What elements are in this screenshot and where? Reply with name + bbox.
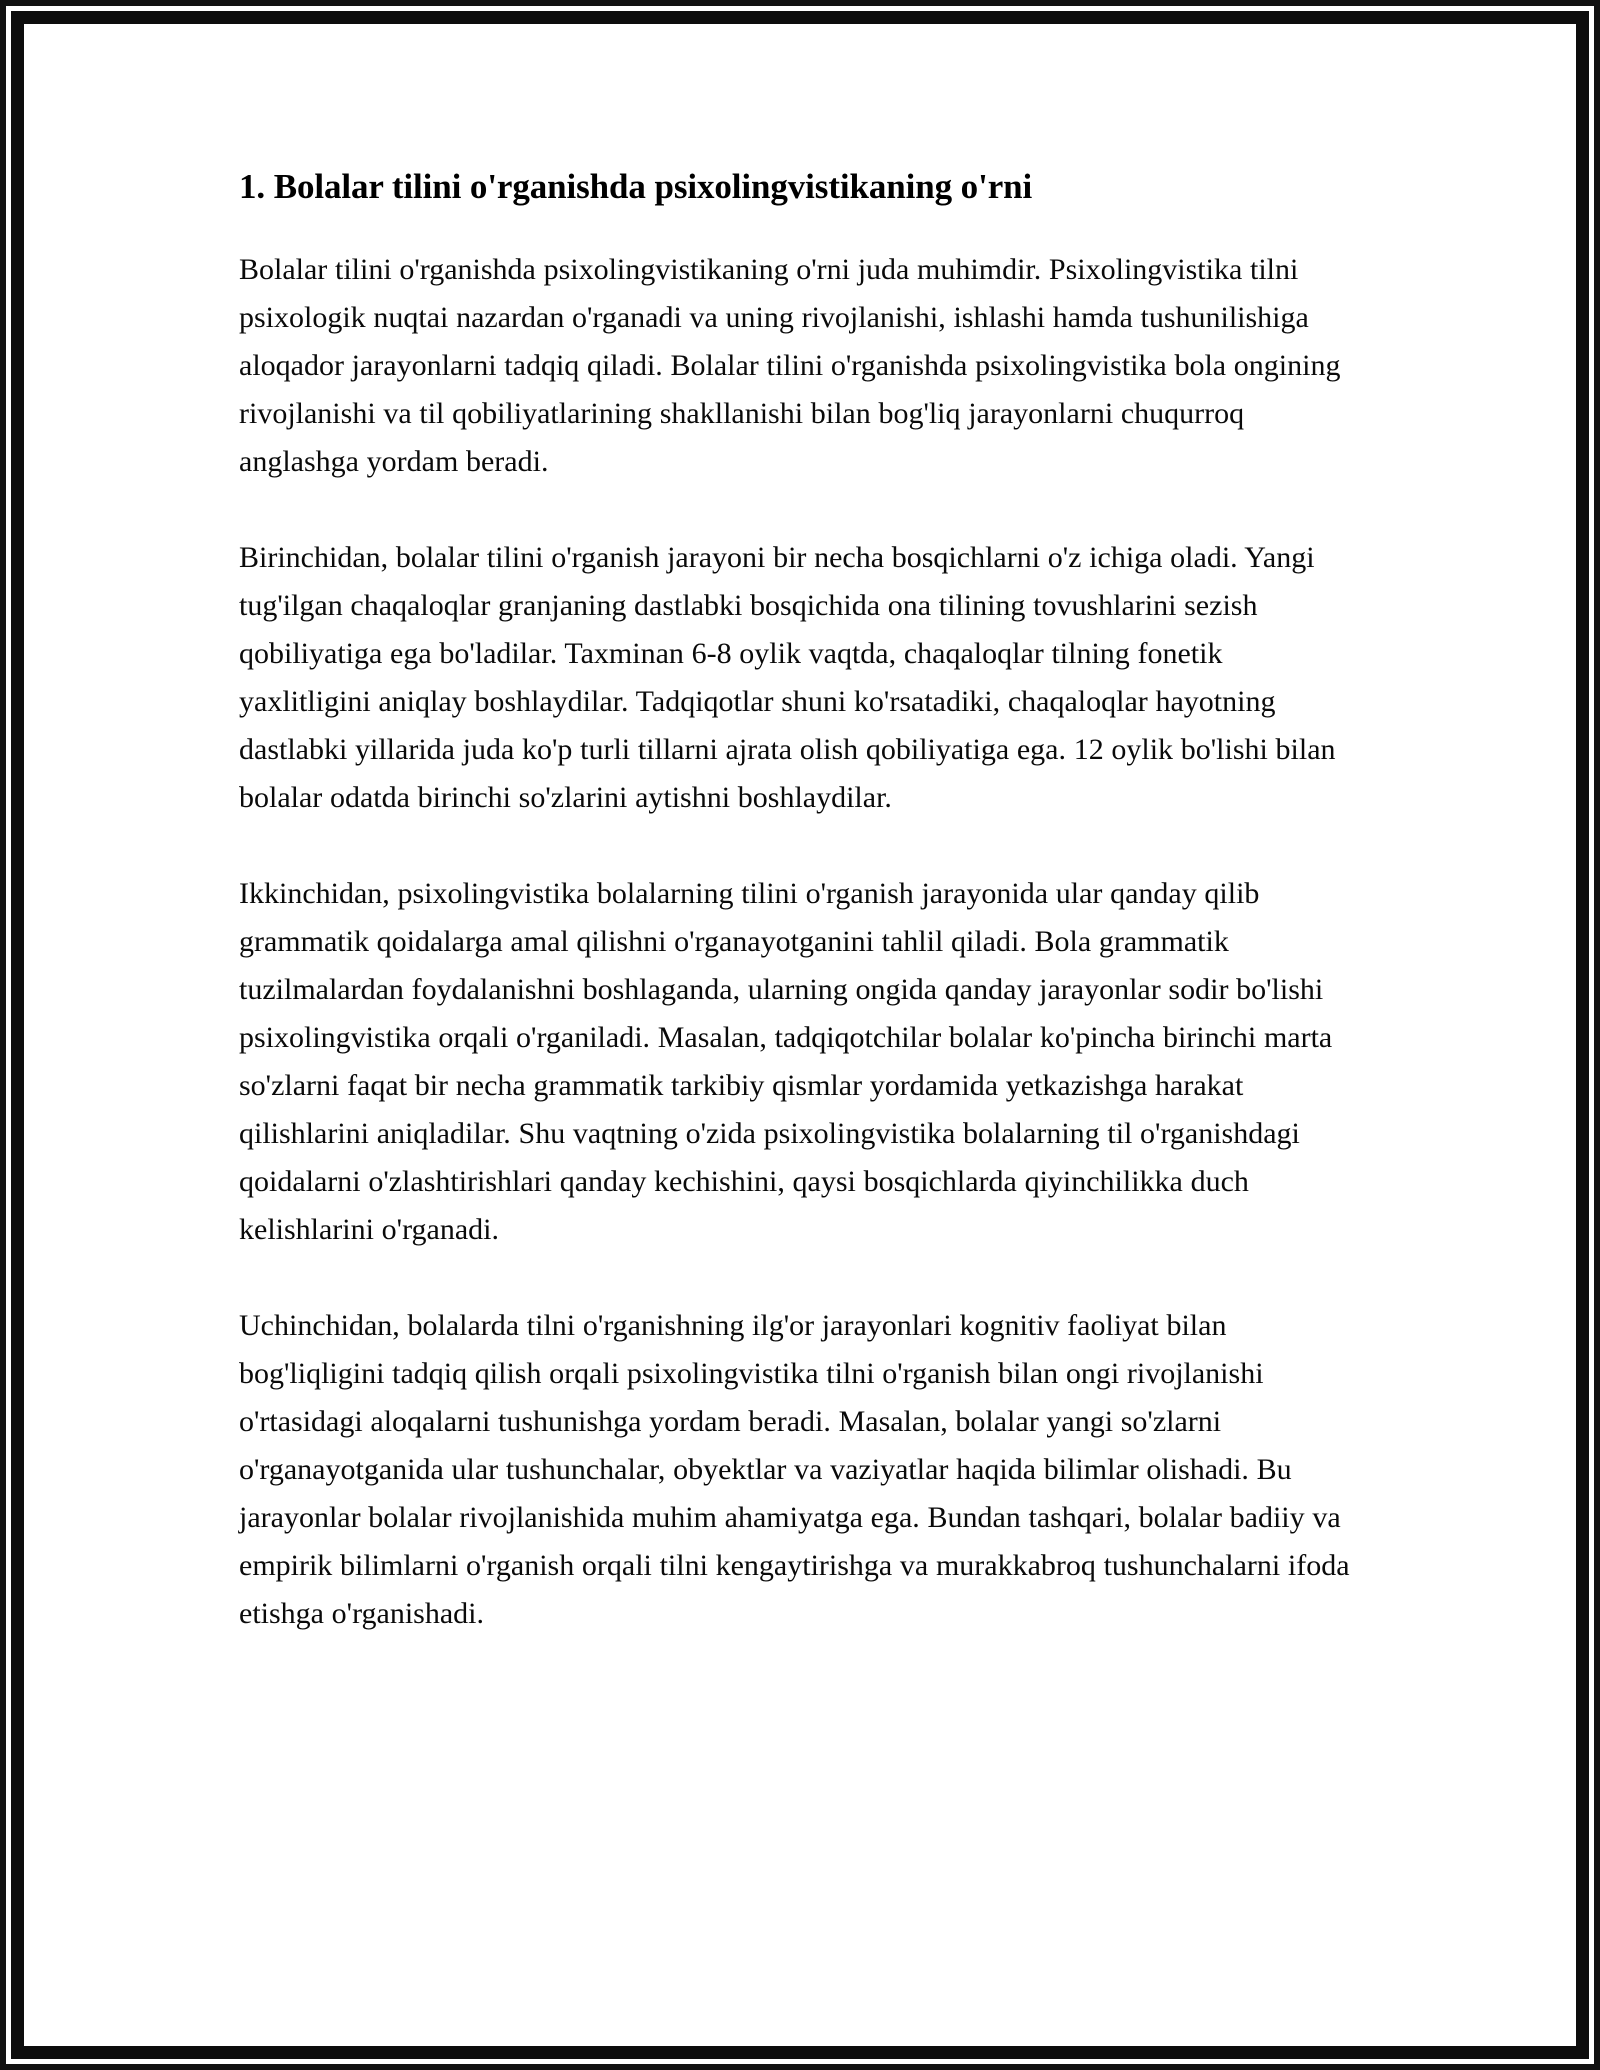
document-frame-inner: [11, 11, 1589, 2059]
document-page: [24, 24, 1576, 2046]
document-body: [24, 24, 1576, 2046]
paragraph-uchinchidan: Uchinchidan, bolalarda tilni o'rganishning ilg'or jarayonlari kognitiv faoliyat bilan bog'liqligini tadqiq qilish orqali psixolingvistika tilni o'rganish bilan ongi rivojlanishi o'rtasidagi aloqalarni tushunishga yordam beradi. Masalan, bolalar yangi so'zlarni o'rganayotganida ular tushunchalar, obyektlar va vaziyatlar haqida bilimlar olishadi. Bu jarayonlar bolalar rivojlanishida muhim ahamiyatga ega. Bundan tashqari, bolalar badiiy va empirik bilimlarni o'rganish orqali tilni kengaytirishga va murakkabroq tushunchalarni ifoda etishga o'rganishadi.: [239, 1309, 1350, 1630]
paragraph-intro: Bolalar tilini o'rganishda psixolingvistikaning o'rni juda muhimdir. Psixolingvistika tilni psixologik nuqtai nazardan o'rganadi va uning rivojlanishi, ishlashi hamda tushunilishiga aloqador jarayonlarni tadqiq qiladi. Bolalar tilini o'rganishda psixolingvistika bola ongining rivojlanishi va til qobiliyatlarining shakllanishi bilan bog'liq jarayonlarni chuqurroq anglashga yordam beradi.: [239, 253, 1341, 478]
page-title: 1. Bolalar tilini o'rganishda psixolingvistikaning o'rni: [239, 167, 1033, 206]
paragraph-ikkinchidan: Ikkinchidan, psixolingvistika bolalarning tilini o'rganish jarayonida ular qanday qilib grammatik qoidalarga amal qilishni o'rganayotganini tahlil qiladi. Bola grammatik tuzilmalardan foydalanishni boshlaganda, ularning ongida qanday jarayonlar sodir bo'lishi psixolingvistika orqali o'rganiladi. Masalan, tadqiqotchilar bolalar ko'pincha birinchi marta so'zlarni faqat bir necha grammatik tarkibiy qismlar yordamida yetkazishga harakat qilishlarini aniqladilar. Shu vaqtning o'zida psixolingvistika bolalarning til o'rganishdagi qoidalarni o'zlashtirishlari qanday kechishini, qaysi bosqichlarda qiyinchilikka duch kelishlarini o'rganadi.: [239, 877, 1333, 1246]
document-frame-gap: [6, 6, 1594, 2064]
paragraph-birinchidan: Birinchidan, bolalar tilini o'rganish jarayoni bir necha bosqichlarni o'z ichiga oladi. Yangi tug'ilgan chaqaloqlar granjaning dastlabki bosqichida ona tilining tovushlarini sezish qobiliyatiga ega bo'ladilar. Taxminan 6-8 oylik vaqtda, chaqaloqlar tilning fonetik yaxlitligini aniqlay boshlaydilar. Tadqiqotlar shuni ko'rsatadiki, chaqaloqlar hayotning dastlabki yillarida juda ko'p turli tillarni ajrata olish qobiliyatiga ega. 12 oylik bo'lishi bilan bolalar odatda birinchi so'zlarini aytishni boshlaydilar.: [239, 541, 1336, 814]
